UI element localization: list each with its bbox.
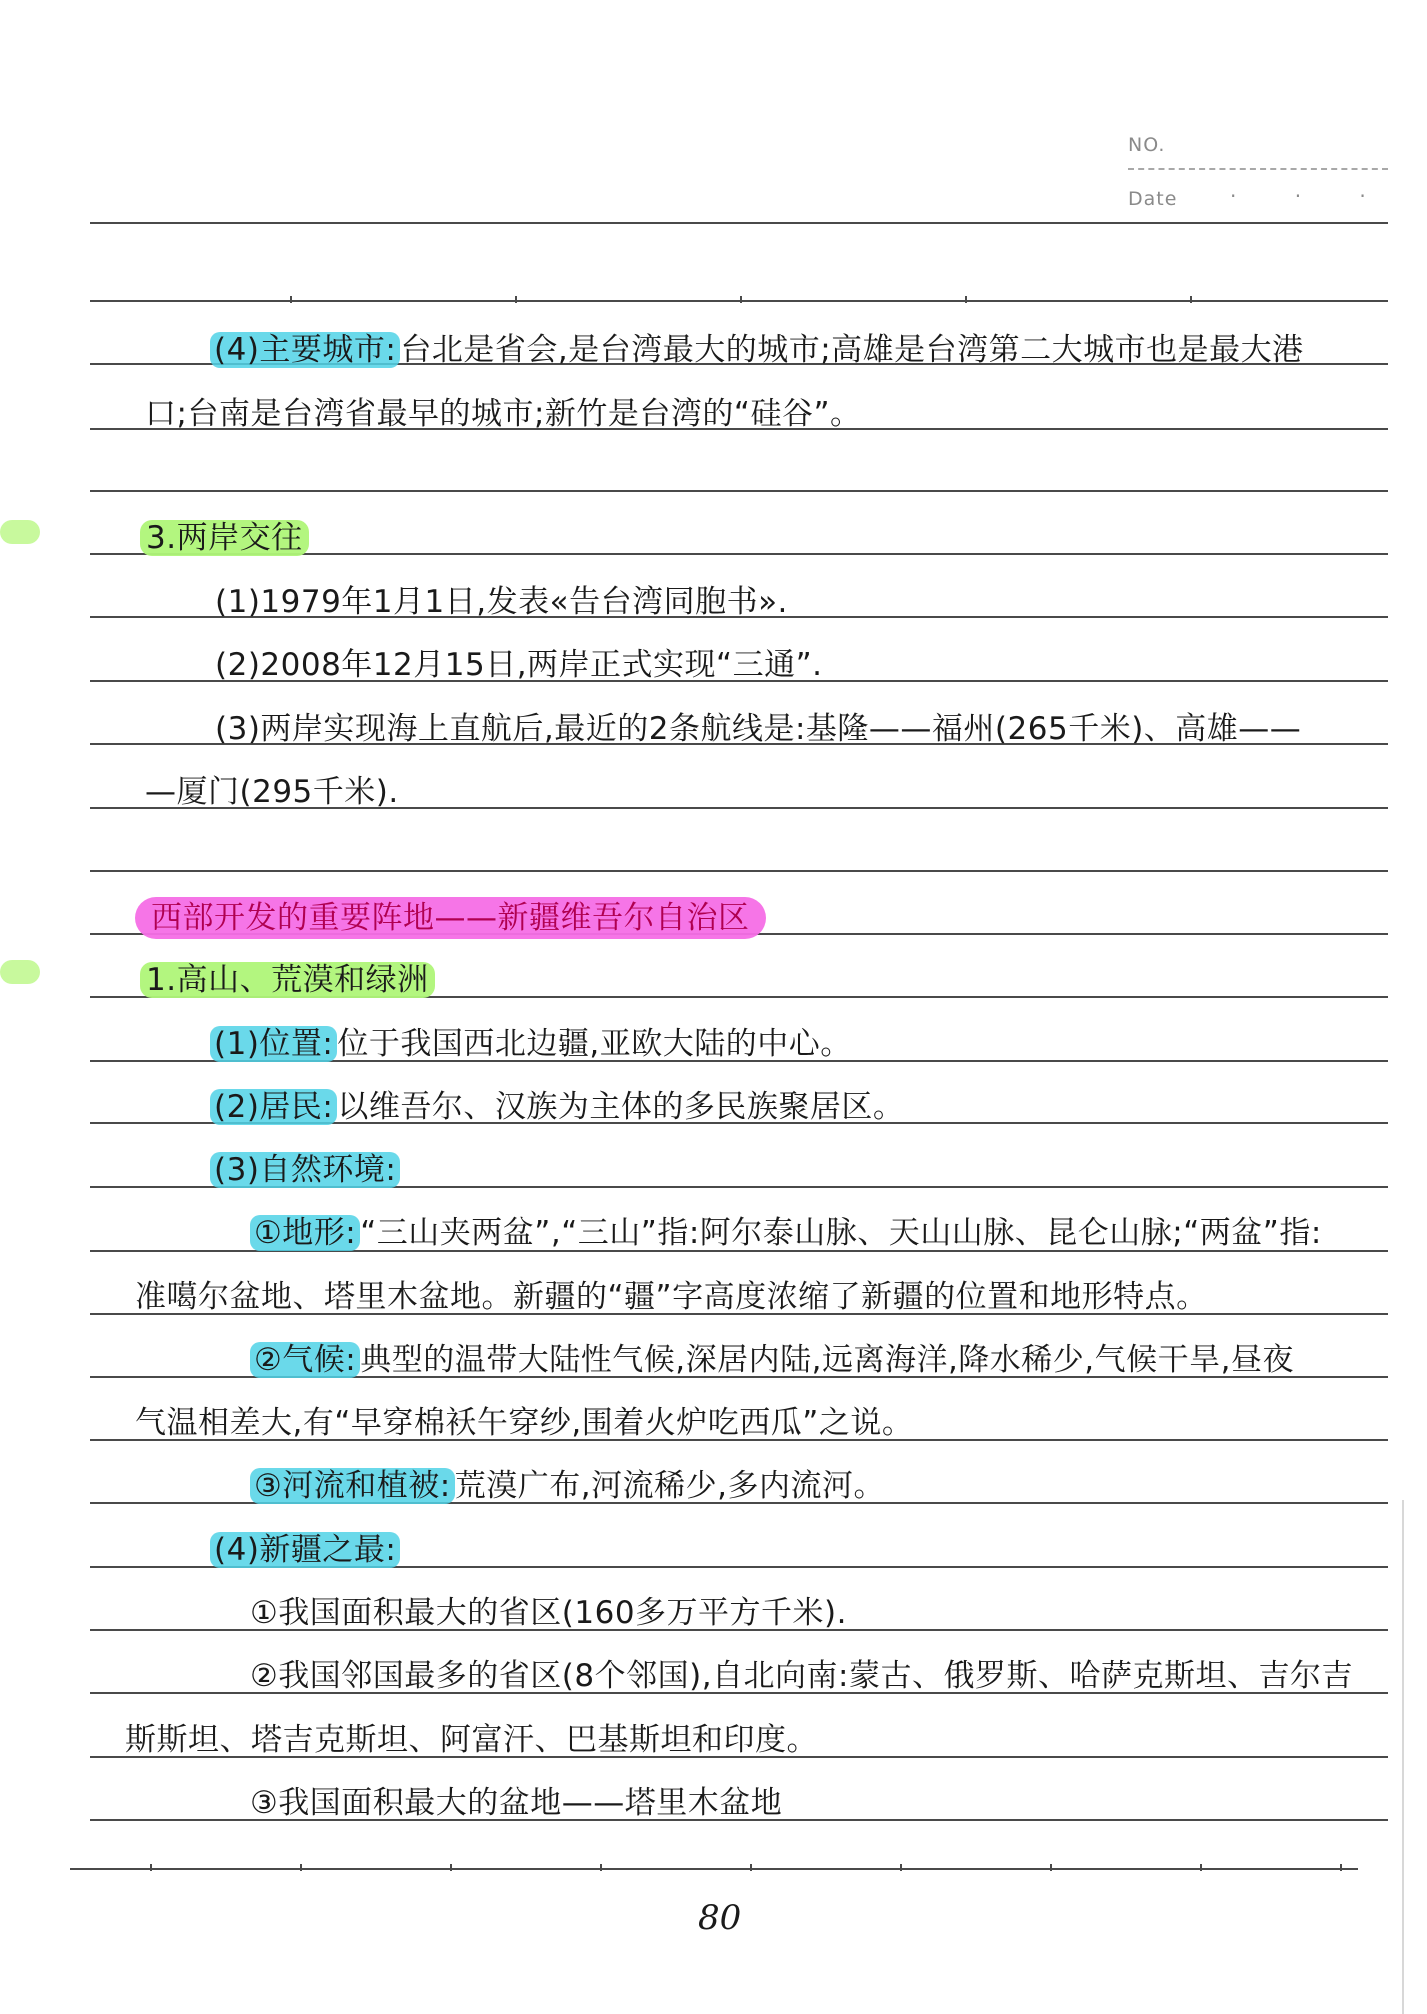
superlative-3: ③我国面积最大的盆地——塔里木盆地 (250, 1785, 783, 1821)
cross-strait-heading (140, 518, 309, 558)
residents-label: (2)居民: (210, 1089, 337, 1125)
cities-label: (4)主要城市: (210, 332, 400, 368)
xinjiang-section-1 (140, 960, 435, 1000)
cross-strait-heading-text: 3.两岸交往 (140, 520, 309, 556)
terrain-line-2: 准噶尔盆地、塔里木盆地。新疆的“疆”字高度浓缩了新疆的位置和地形特点。 (135, 1279, 1208, 1315)
highlighter-margin-mark (0, 960, 40, 984)
superlative-2-line-1: ②我国邻国最多的省区(8个邻国),自北向南:蒙古、俄罗斯、哈萨克斯坦、吉尔吉 (250, 1658, 1353, 1694)
climate-line-2: 气温相差大,有“早穿棉袄午穿纱,围着火炉吃西瓜”之说。 (135, 1405, 914, 1441)
ruled-line (90, 490, 1388, 492)
ruled-tick (1340, 1864, 1342, 1871)
climate-label: ②气候: (250, 1342, 360, 1378)
ruled-line (90, 870, 1388, 872)
cross-strait-item-3-line-2: —厦门(295千米). (145, 774, 399, 810)
xinjiang-title (135, 898, 766, 938)
terrain-text-1: “三山夹两盆”,“三山”指:阿尔泰山脉、天山山脉、昆仑山脉;“两盆”指: (360, 1215, 1322, 1251)
rivers-line (250, 1466, 885, 1506)
terrain-line-1 (250, 1213, 1322, 1253)
climate-text-1: 典型的温带大陆性气候,深居内陆,远离海洋,降水稀少,气候干旱,昼夜 (360, 1342, 1295, 1378)
nature-line (210, 1150, 400, 1190)
superlatives-line (210, 1530, 400, 1570)
ruled-tick (740, 296, 742, 303)
nature-label: (3)自然环境: (210, 1152, 400, 1188)
ruled-line-bottom (70, 1868, 1358, 1870)
rivers-label: ③河流和植被: (250, 1468, 455, 1504)
cross-strait-item-2: (2)2008年12月15日,两岸正式实现“三通”. (215, 647, 823, 683)
header-divider (1128, 168, 1388, 170)
ruled-line (90, 222, 1388, 224)
ruled-line (90, 300, 1388, 302)
header-date-dots: · · · (1230, 184, 1392, 208)
cities-text-1: 台北是省会,是台湾最大的城市;高雄是台湾第二大城市也是最大港 (400, 332, 1304, 368)
superlative-1: ①我国面积最大的省区(160多万平方千米). (250, 1595, 848, 1631)
xinjiang-title-text: 西部开发的重要阵地——新疆维吾尔自治区 (135, 897, 766, 939)
cities-line-1 (210, 330, 1304, 370)
residents-text: 以维吾尔、汉族为主体的多民族聚居区。 (337, 1089, 905, 1125)
ruled-tick (515, 296, 517, 303)
ruled-tick (600, 1864, 602, 1871)
location-text: 位于我国西北边疆,亚欧大陆的中心。 (337, 1026, 852, 1062)
cross-strait-item-3-line-1: (3)两岸实现海上直航后,最近的2条航线是:基隆——福州(265千米)、高雄—— (215, 711, 1302, 747)
location-label: (1)位置: (210, 1026, 337, 1062)
ruled-tick (290, 296, 292, 303)
highlighter-margin-mark (0, 520, 40, 544)
ruled-tick (300, 1864, 302, 1871)
rivers-text: 荒漠广布,河流稀少,多内流河。 (454, 1468, 885, 1504)
ruled-tick (1050, 1864, 1052, 1871)
ruled-tick (900, 1864, 902, 1871)
terrain-label: ①地形: (250, 1215, 360, 1251)
cross-strait-item-1: (1)1979年1月1日,发表«告台湾同胞书». (215, 584, 788, 620)
xinjiang-section-1-text: 1.高山、荒漠和绿洲 (140, 962, 435, 998)
page-number: 80 (698, 1898, 742, 1938)
ruled-tick (150, 1864, 152, 1871)
page-edge (1402, 1500, 1404, 2014)
header-no-label: NO. (1128, 134, 1166, 156)
climate-line-1 (250, 1340, 1294, 1380)
header-date-label: Date (1128, 188, 1178, 210)
cities-line-2: 口;台南是台湾省最早的城市;新竹是台湾的“硅谷”。 (145, 396, 862, 432)
superlatives-label: (4)新疆之最: (210, 1532, 400, 1568)
ruled-tick (1190, 296, 1192, 303)
ruled-tick (1200, 1864, 1202, 1871)
ruled-tick (450, 1864, 452, 1871)
ruled-tick (750, 1864, 752, 1871)
residents-line (210, 1087, 904, 1127)
ruled-tick (965, 296, 967, 303)
location-line (210, 1024, 852, 1064)
superlative-2-line-2: 斯斯坦、塔吉克斯坦、阿富汗、巴基斯坦和印度。 (125, 1722, 818, 1758)
